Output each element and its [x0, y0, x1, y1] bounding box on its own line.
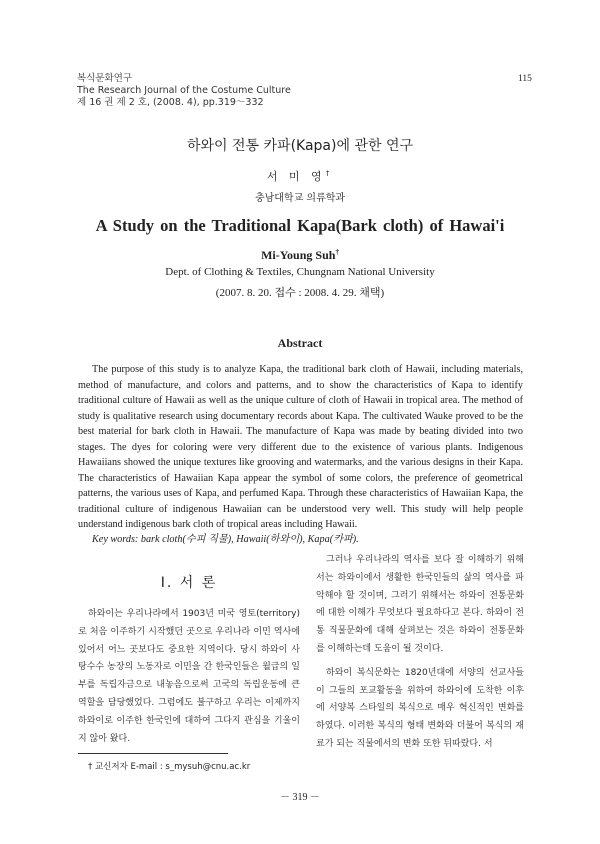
footnote: † 교신저자 E-mail : s_mysuh@cnu.ac.kr: [88, 762, 251, 772]
corresponding-mark-english: †: [335, 248, 339, 256]
body-paragraph: 그러나 우리나라의 역사를 보다 잘 이해하기 위해서는 하와이에서 생활한 한국인들의 삶의 역사를 파악해야 할 것이며, 그러기 위해서는 하와이 전통문화에 대한 이해가 무엇보다 필요하다고 본다. 하와이 전통 직물문화에 대해 살펴보는 것은 하와이 전통문화를 이해하는데 도움이 될 것이다.: [316, 555, 524, 654]
page-number-top: 115: [518, 74, 532, 84]
abstract-heading: Abstract: [277, 336, 323, 350]
journal-english-name: The Research Journal of the Costume Culture: [77, 85, 291, 96]
abstract-body: The purpose of this study is to analyze Kapa, the traditional bark cloth of Hawaii, including materials, method of manufacture, and colors and patterns, and to show the characteristics of Kapa to identify traditional culture of Hawaii as well as the unique culture of cloth of Hawaii in tropical area. The method of study is qualitative research using documentary records about Kapa. The cultivated Wauke proved to be the best material for bark cloth in Hawaii. The manufacture of Kapa was made by beating divided into two stages. The dyes for coloring were very different due to the existence of various plants. Indigenous Hawaiians showed the unique textures like grooving and watermarks, and the various designs in their Kapa. The characteristics of Hawaiian Kapa appear the symbol of some colors, the preference of geometrical patterns, the various uses of Kapa, and perfumed Kapa. Through these characteristics of Hawaiian Kapa, the traditional culture of indigenous Hawaiian can be understood very well. This study will help people understand indigenous bark cloth of tropical areas including Hawaii.: [78, 364, 523, 530]
body-paragraph: 하와이 복식문화는 1820년대에 서양의 선교사들이 그들의 포교활동을 위하여 하와이에 도착한 이후에 서양복 스타일의 복식으로 매우 혁신적인 변화를 하였다. 이러한 복식의 형태 변화와 더불어 복식의 재료가 되는 직물에서의 변화 또한 뒤따랐다. 서: [316, 667, 524, 749]
journal-korean-name: 복식문화연구: [77, 73, 133, 84]
footnote-divider: [78, 753, 228, 754]
korean-author: [0, 168, 600, 184]
korean-affiliation: 충남대학교 의류학과: [254, 193, 346, 204]
right-column: [316, 552, 524, 754]
english-author-name: Mi-Young Suh: [261, 248, 336, 262]
page-number-bottom: － 319 －: [280, 792, 320, 803]
keywords: Key words: bark cloth(수피 직물), Hawaii(하와이), Kapa(카파).: [92, 534, 359, 545]
english-title: A Study on the Traditional Kapa(Bark cloth) of Hawai'i: [95, 216, 505, 235]
korean-author-name: 서 미 영: [266, 170, 326, 183]
received-accepted-dates: (2007. 8. 20. 접수 : 2008. 4. 29. 채택): [215, 287, 385, 299]
english-author: [0, 248, 600, 263]
corresponding-mark: †: [325, 169, 334, 178]
left-column: [78, 606, 300, 748]
body-paragraph: 하와이는 우리나라에서 1903년 미국 영토(territory)로 처음 이주하기 시작했던 곳으로 우리나라 이민 역사에 있어서 어느 곳보다도 중요한 지역이다. 당시 하와이 사탕수수 농장의 노동자로 이민을 간 한국인들은 월급의 일부를 독립자금으로 내놓음으로써 고국의 독립운동에 큰 역할을 담당했었다. 그럼에도 불구하고 우리는 이제까지 하와이로 이주한 한국인에 대하여 그다지 관심을 기울이지 않아 왔다.: [78, 609, 300, 744]
english-affiliation: Dept. of Clothing & Textiles, Chungnam National University: [165, 266, 435, 278]
section-heading: I. 서 론: [160, 575, 218, 591]
journal-header: [77, 73, 291, 109]
volume-info: 제 16 권 제 2 호, (2008. 4), pp.319～332: [77, 97, 264, 108]
korean-title: 하와이 전통 카파(Kapa)에 관한 연구: [187, 138, 413, 154]
